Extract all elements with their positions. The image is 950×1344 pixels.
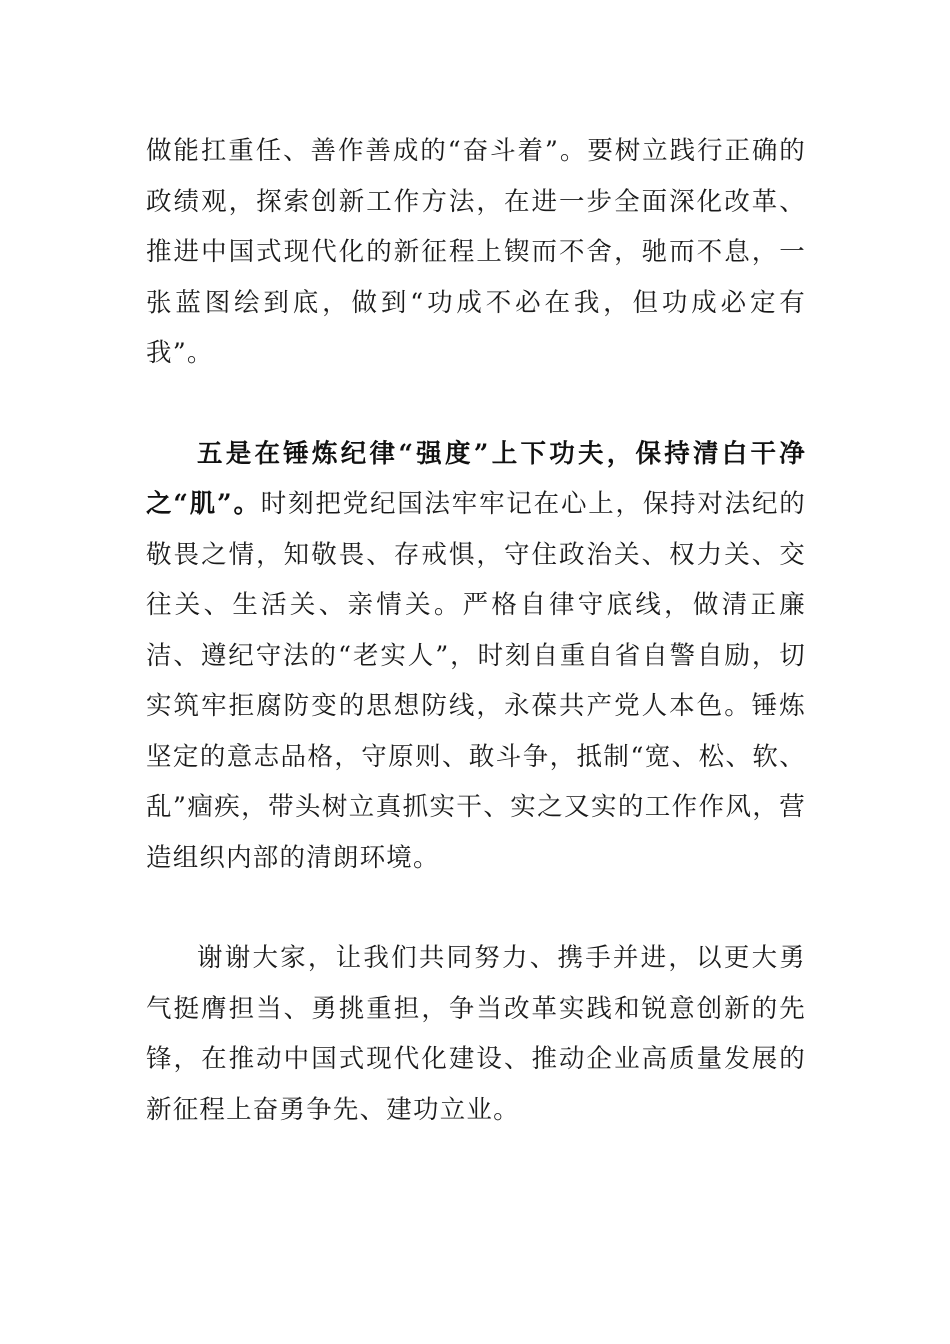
paragraph-body: 时刻把党纪国法牢牢记在心上，保持对法纪的敬畏之情，知敬畏、存戒惧，守住政治关、权力关、交往关、生活关、亲情关。严格自律守底线，做清正廉洁、遵纪守法的“老实人”，时刻自重自省自警自励，切实筑牢拒腐防变的思想防线，永葆共产党人本色。锤炼坚定的意志品格，守原则、敢斗争，抵制“宽、松、软、乱”痼疾，带头树立真抓实干、实之又实的工作作风，营造组织内部的清朗环境。 xyxy=(146,489,806,873)
document-body xyxy=(146,126,806,1135)
paragraph-closing: 谢谢大家，让我们共同努力、携手并进，以更大勇气挺膺担当、勇挑重担，争当改革实践和锐意创新的先锋，在推动中国式现代化建设、推动企业高质量发展的新征程上奋勇争先、建功立业。 xyxy=(146,943,806,1125)
paragraph-gap xyxy=(146,379,806,429)
paragraph-continuation: 做能扛重任、善作善成的“奋斗着”。要树立践行正确的政绩观，探索创新工作方法，在进一步全面深化改革、推进中国式现代化的新征程上锲而不舍，驰而不息，一张蓝图绘到底，做到“功成不必在我，但功成必定有我”。 xyxy=(146,136,806,368)
paragraph-heading: 五是在锤炼纪律“强度”上下功夫，保持清白干净之“肌”。 xyxy=(146,438,806,519)
paragraph-point-five xyxy=(146,429,806,884)
paragraph-gap xyxy=(146,883,806,933)
